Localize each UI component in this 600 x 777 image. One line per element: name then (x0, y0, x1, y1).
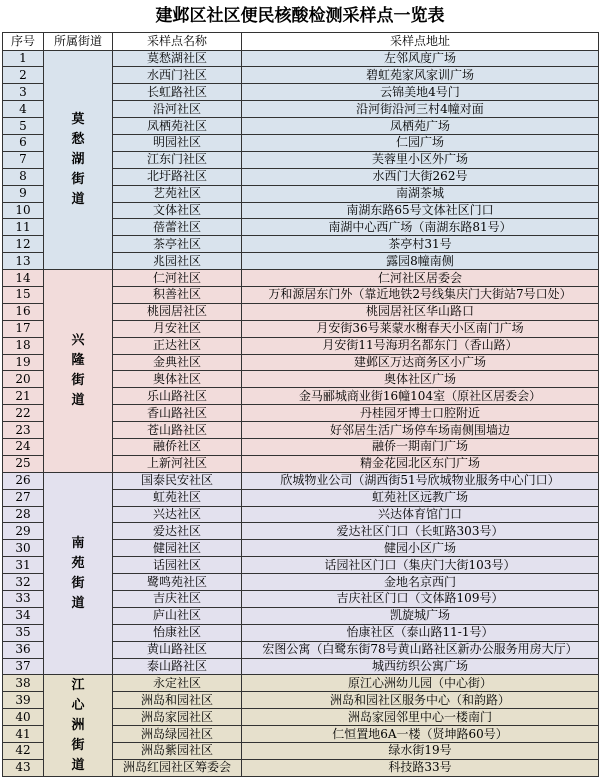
street-cell (44, 472, 113, 675)
site-name: 怡康社区 (113, 624, 242, 641)
site-name: 香山路社区 (113, 405, 242, 422)
row-index: 3 (3, 84, 44, 101)
site-address: 科技路33号 (242, 759, 599, 776)
row-index: 35 (3, 624, 44, 641)
site-name: 融侨社区 (113, 438, 242, 455)
site-address: 仁恒置地6A一楼（贤坤路60号） (242, 726, 599, 743)
site-address: 芙蓉里小区外广场 (242, 151, 599, 168)
site-address: 吉庆社区门口（文体路109号） (242, 591, 599, 608)
site-name: 莫愁湖社区 (113, 50, 242, 67)
site-address: 月安街36号莱蒙水榭春天小区南门广场 (242, 320, 599, 337)
site-name: 洲岛紫园社区 (113, 743, 242, 760)
row-index: 15 (3, 286, 44, 303)
site-address: 好邻居生活广场停车场南侧围墙边 (242, 422, 599, 439)
street-name: 莫 愁 湖 街 道 (71, 111, 85, 207)
row-index: 42 (3, 743, 44, 760)
site-address: 奥体社区广场 (242, 371, 599, 388)
site-name: 爱达社区 (113, 523, 242, 540)
site-name: 艺苑社区 (113, 185, 242, 202)
row-index: 31 (3, 557, 44, 574)
site-name: 兆园社区 (113, 253, 242, 270)
street-name: 江 心 洲 街 道 (71, 677, 85, 773)
row-index: 34 (3, 607, 44, 624)
site-name: 桃园居社区 (113, 303, 242, 320)
row-index: 20 (3, 371, 44, 388)
site-name: 乐山路社区 (113, 388, 242, 405)
row-index: 30 (3, 540, 44, 557)
site-address: 露园8幢南侧 (242, 253, 599, 270)
site-address: 左邻风度广场 (242, 50, 599, 67)
site-name: 积善社区 (113, 286, 242, 303)
site-name: 兴达社区 (113, 506, 242, 523)
site-address: 兴达体育馆门口 (242, 506, 599, 523)
site-address: 金地名京西门 (242, 574, 599, 591)
street-name: 兴 隆 街 道 (71, 332, 85, 408)
site-name: 明园社区 (113, 134, 242, 151)
site-address: 沿河街沿河三村4幢对面 (242, 101, 599, 118)
street-cell (44, 270, 113, 473)
row-index: 17 (3, 320, 44, 337)
site-name: 黄山路社区 (113, 641, 242, 658)
site-address: 仁园广场 (242, 134, 599, 151)
row-index: 43 (3, 759, 44, 776)
row-index: 1 (3, 50, 44, 67)
site-name: 苍山路社区 (113, 422, 242, 439)
site-address: 桃园居社区华山路口 (242, 303, 599, 320)
site-name: 洲岛和园社区 (113, 692, 242, 709)
site-name: 永定社区 (113, 675, 242, 692)
site-name: 吉庆社区 (113, 591, 242, 608)
site-name: 上新河社区 (113, 455, 242, 472)
header-site-name: 采样点名称 (113, 33, 242, 51)
site-address: 话园社区门口（集庆门大街103号） (242, 557, 599, 574)
site-name: 文体社区 (113, 202, 242, 219)
site-address: 凤栖苑广场 (242, 118, 599, 135)
site-address: 南湖东路65号文体社区门口 (242, 202, 599, 219)
site-name: 虹苑社区 (113, 489, 242, 506)
row-index: 38 (3, 675, 44, 692)
site-address: 南湖中心西广场（南湖东路81号） (242, 219, 599, 236)
row-index: 27 (3, 489, 44, 506)
row-index: 12 (3, 236, 44, 253)
row-index: 24 (3, 438, 44, 455)
row-index: 33 (3, 591, 44, 608)
site-address: 欣城物业公司（湖西街51号欣城物业服务中心门口） (242, 472, 599, 489)
row-index: 2 (3, 67, 44, 84)
site-address: 仁河社区居委会 (242, 270, 599, 287)
street-cell (44, 50, 113, 270)
site-name: 金典社区 (113, 354, 242, 371)
site-address: 金马郦城商业街16幢104室（原社区居委会） (242, 388, 599, 405)
site-name: 健园社区 (113, 540, 242, 557)
header-street: 所属街道 (44, 33, 113, 51)
site-name: 泰山路社区 (113, 658, 242, 675)
site-name: 洲岛绿园社区 (113, 726, 242, 743)
row-index: 41 (3, 726, 44, 743)
site-address: 凯旋城广场 (242, 607, 599, 624)
header-site-address: 采样点地址 (242, 33, 599, 51)
site-address: 爱达社区门口（长虹路303号） (242, 523, 599, 540)
table-row (3, 675, 599, 692)
site-name: 凤栖苑社区 (113, 118, 242, 135)
site-address: 虹苑社区远教广场 (242, 489, 599, 506)
site-name: 鹭鸣苑社区 (113, 574, 242, 591)
site-address: 精金花园北区东门广场 (242, 455, 599, 472)
site-address: 绿水街19号 (242, 743, 599, 760)
site-address: 云锦美地4号门 (242, 84, 599, 101)
row-index: 26 (3, 472, 44, 489)
row-index: 19 (3, 354, 44, 371)
table-row (3, 270, 599, 287)
table-header-row (3, 33, 599, 51)
site-address: 洲岛和园社区服务中心（和韵路） (242, 692, 599, 709)
site-address: 宏图公寓（白鹭东街78号黄山路社区新办公服务用房大厅） (242, 641, 599, 658)
header-index: 序号 (3, 33, 44, 51)
sampling-sites-table (2, 32, 599, 777)
site-address: 茶亭村31号 (242, 236, 599, 253)
site-name: 北圩路社区 (113, 168, 242, 185)
row-index: 6 (3, 134, 44, 151)
site-name: 庐山社区 (113, 607, 242, 624)
site-address: 水西门大街262号 (242, 168, 599, 185)
site-name: 奥体社区 (113, 371, 242, 388)
site-address: 南湖茶城 (242, 185, 599, 202)
site-name: 仁河社区 (113, 270, 242, 287)
site-address: 丹桂园牙博士口腔附近 (242, 405, 599, 422)
site-name: 蓓蕾社区 (113, 219, 242, 236)
site-address: 健园小区广场 (242, 540, 599, 557)
row-index: 11 (3, 219, 44, 236)
site-name: 洲岛红园社区筹委会 (113, 759, 242, 776)
site-name: 水西门社区 (113, 67, 242, 84)
table-row (3, 50, 599, 67)
row-index: 13 (3, 253, 44, 270)
row-index: 9 (3, 185, 44, 202)
site-name: 洲岛家园社区 (113, 709, 242, 726)
row-index: 21 (3, 388, 44, 405)
row-index: 36 (3, 641, 44, 658)
site-name: 正达社区 (113, 337, 242, 354)
row-index: 4 (3, 101, 44, 118)
row-index: 5 (3, 118, 44, 135)
row-index: 40 (3, 709, 44, 726)
site-name: 沿河社区 (113, 101, 242, 118)
row-index: 32 (3, 574, 44, 591)
row-index: 18 (3, 337, 44, 354)
row-index: 14 (3, 270, 44, 287)
row-index: 29 (3, 523, 44, 540)
table-row (3, 472, 599, 489)
row-index: 37 (3, 658, 44, 675)
row-index: 8 (3, 168, 44, 185)
page-title: 建邺区社区便民核酸检测采样点一览表 (155, 6, 445, 26)
site-address: 建邺区万达商务区小广场 (242, 354, 599, 371)
site-address: 碧虹苑家风家训广场 (242, 67, 599, 84)
row-index: 16 (3, 303, 44, 320)
site-address: 万和源居东门外（靠近地铁2号线集庆门大街站7号口处） (242, 286, 599, 303)
site-name: 月安社区 (113, 320, 242, 337)
table-body (3, 50, 599, 776)
site-name: 长虹路社区 (113, 84, 242, 101)
row-index: 7 (3, 151, 44, 168)
site-address: 月安街11号海玥名都东门（香山路） (242, 337, 599, 354)
site-address: 融侨一期南门广场 (242, 438, 599, 455)
site-name: 茶亭社区 (113, 236, 242, 253)
site-address: 城西纺织公寓广场 (242, 658, 599, 675)
street-name: 南 苑 街 道 (71, 535, 85, 611)
site-name: 国泰民安社区 (113, 472, 242, 489)
site-address: 怡康社区（泰山路11-1号） (242, 624, 599, 641)
row-index: 22 (3, 405, 44, 422)
row-index: 10 (3, 202, 44, 219)
site-name: 话园社区 (113, 557, 242, 574)
row-index: 39 (3, 692, 44, 709)
site-name: 江东门社区 (113, 151, 242, 168)
site-address: 洲岛家园邻里中心一楼南门 (242, 709, 599, 726)
site-address: 原江心洲幼儿园（中心街） (242, 675, 599, 692)
row-index: 28 (3, 506, 44, 523)
row-index: 23 (3, 422, 44, 439)
street-cell (44, 675, 113, 776)
row-index: 25 (3, 455, 44, 472)
